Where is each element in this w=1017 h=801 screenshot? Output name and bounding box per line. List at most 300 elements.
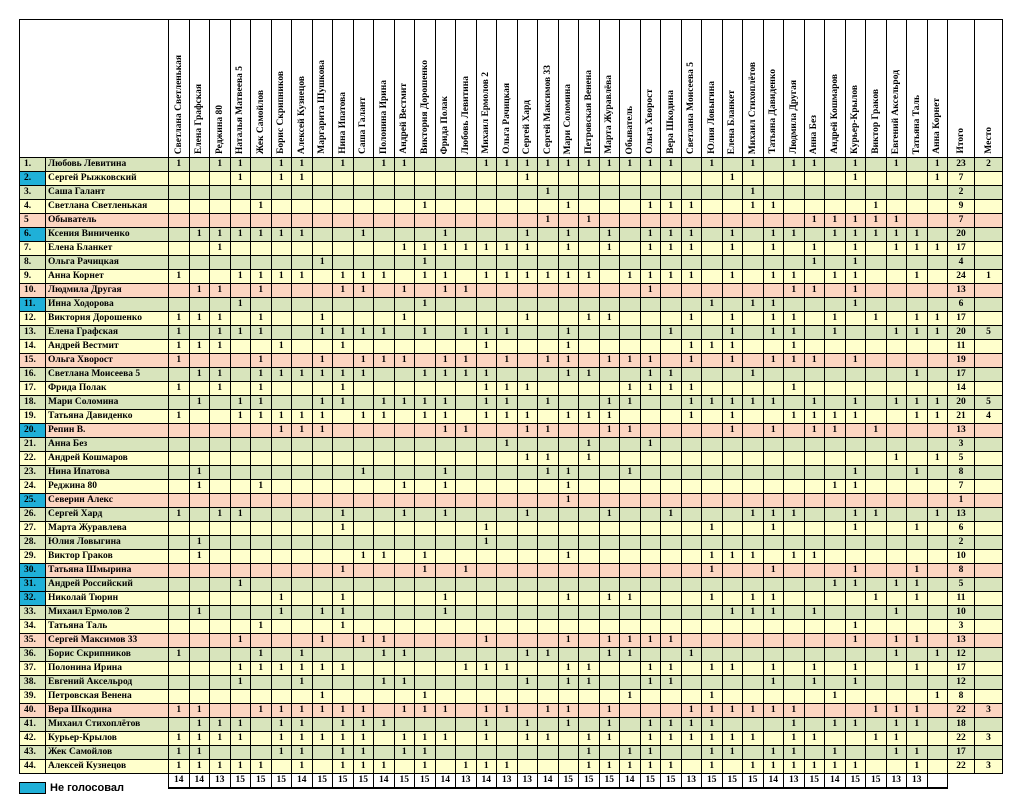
vote-cell — [886, 200, 907, 214]
vote-cell: 1 — [579, 214, 600, 228]
vote-cell — [722, 564, 743, 578]
vote-cell — [784, 564, 805, 578]
vote-cell — [722, 284, 743, 298]
vote-cell — [374, 494, 395, 508]
vote-cell — [497, 578, 518, 592]
candidate-row — [20, 620, 1003, 634]
vote-cell: 1 — [702, 704, 723, 718]
vote-cell — [456, 270, 477, 284]
vote-cell — [784, 494, 805, 508]
vote-cell — [169, 452, 190, 466]
row-place — [975, 690, 1003, 704]
vote-cell — [763, 578, 784, 592]
vote-cell — [907, 424, 928, 438]
vote-cell — [271, 382, 292, 396]
vote-cell — [394, 592, 415, 606]
row-total: 8 — [948, 564, 975, 578]
vote-cell: 1 — [681, 242, 702, 256]
vote-cell — [558, 382, 579, 396]
candidate-name: Нина Ипатова — [46, 466, 169, 480]
vote-cell — [312, 214, 333, 228]
row-place — [975, 284, 1003, 298]
vote-cell — [558, 298, 579, 312]
vote-cell: 1 — [169, 382, 190, 396]
vote-cell: 1 — [292, 648, 313, 662]
vote-cell — [907, 508, 928, 522]
vote-cell: 1 — [251, 326, 272, 340]
vote-cell — [210, 410, 231, 424]
candidate-row — [20, 270, 1003, 284]
voter-column-header — [661, 20, 682, 158]
vote-cell: 1 — [927, 648, 948, 662]
row-total: 8 — [948, 466, 975, 480]
row-number: 38. — [20, 676, 46, 690]
vote-cell — [661, 452, 682, 466]
vote-cell — [538, 620, 559, 634]
vote-cell: 1 — [640, 200, 661, 214]
vote-cell: 1 — [784, 718, 805, 732]
vote-cell — [538, 578, 559, 592]
vote-cell — [825, 634, 846, 648]
vote-cell: 1 — [189, 340, 210, 354]
vote-cell: 1 — [210, 228, 231, 242]
vote-cell — [251, 718, 272, 732]
vote-cell — [722, 368, 743, 382]
vote-cell: 1 — [640, 760, 661, 774]
vote-cell: 1 — [784, 312, 805, 326]
vote-cell — [189, 242, 210, 256]
row-place: 3 — [975, 760, 1003, 774]
vote-cell: 1 — [374, 760, 395, 774]
voter-column-header — [497, 20, 518, 158]
vote-cell: 1 — [599, 424, 620, 438]
vote-cell — [661, 298, 682, 312]
vote-cell: 1 — [784, 354, 805, 368]
vote-cell: 1 — [476, 270, 497, 284]
row-number: 22. — [20, 452, 46, 466]
vote-cell — [435, 690, 456, 704]
vote-cell — [743, 438, 764, 452]
vote-cell: 1 — [620, 690, 641, 704]
vote-cell: 1 — [886, 452, 907, 466]
candidate-row — [20, 508, 1003, 522]
vote-cell — [558, 172, 579, 186]
voter-column-header — [538, 20, 559, 158]
vote-cell — [845, 648, 866, 662]
vote-cell — [271, 522, 292, 536]
vote-cell: 1 — [743, 760, 764, 774]
vote-cell — [661, 466, 682, 480]
vote-cell — [845, 326, 866, 340]
candidate-name: Ольга Хворост — [46, 354, 169, 368]
vote-cell: 1 — [784, 410, 805, 424]
vote-cell — [456, 200, 477, 214]
vote-cell — [415, 634, 436, 648]
vote-cell — [230, 214, 251, 228]
vote-cell — [763, 648, 784, 662]
vote-cell — [189, 354, 210, 368]
vote-cell: 1 — [804, 662, 825, 676]
vote-cell — [497, 676, 518, 690]
vote-cell: 1 — [312, 704, 333, 718]
vote-cell: 1 — [476, 732, 497, 746]
vote-cell: 1 — [907, 326, 928, 340]
vote-cell — [271, 578, 292, 592]
vote-cell: 1 — [907, 578, 928, 592]
vote-cell — [476, 312, 497, 326]
row-total: 22 — [948, 760, 975, 774]
vote-cell — [804, 312, 825, 326]
vote-cell: 1 — [886, 704, 907, 718]
vote-cell — [579, 606, 600, 620]
vote-cell: 1 — [374, 410, 395, 424]
vote-cell — [189, 158, 210, 172]
vote-cell — [497, 424, 518, 438]
vote-cell — [538, 760, 559, 774]
vote-cell — [763, 284, 784, 298]
vote-cell — [210, 214, 231, 228]
vote-cell — [825, 662, 846, 676]
candidate-row — [20, 354, 1003, 368]
vote-cell: 1 — [907, 592, 928, 606]
vote-cell: 1 — [722, 732, 743, 746]
vote-cell — [907, 186, 928, 200]
vote-cell — [353, 298, 374, 312]
vote-cell — [271, 284, 292, 298]
vote-cell — [230, 564, 251, 578]
vote-cell — [722, 578, 743, 592]
vote-cell — [681, 480, 702, 494]
vote-cell — [866, 368, 887, 382]
vote-cell — [886, 382, 907, 396]
row-place — [975, 438, 1003, 452]
vote-cell: 1 — [825, 578, 846, 592]
vote-cell: 1 — [640, 732, 661, 746]
vote-cell — [169, 396, 190, 410]
vote-cell — [333, 186, 354, 200]
vote-cell — [661, 536, 682, 550]
vote-cell: 1 — [353, 466, 374, 480]
vote-cell — [476, 284, 497, 298]
row-number: 43. — [20, 746, 46, 760]
vote-cell: 1 — [866, 592, 887, 606]
vote-cell — [538, 522, 559, 536]
vote-cell — [702, 256, 723, 270]
vote-cell — [251, 186, 272, 200]
vote-cell: 1 — [886, 648, 907, 662]
vote-cell: 1 — [374, 648, 395, 662]
vote-cell — [763, 620, 784, 634]
vote-cell — [907, 452, 928, 466]
vote-cell — [230, 494, 251, 508]
vote-cell: 1 — [476, 634, 497, 648]
vote-cell — [374, 662, 395, 676]
vote-cell: 1 — [661, 760, 682, 774]
row-place — [975, 298, 1003, 312]
vote-cell: 1 — [230, 158, 251, 172]
vote-cell — [907, 172, 928, 186]
vote-cell — [210, 438, 231, 452]
vote-cell — [353, 200, 374, 214]
vote-cell — [415, 228, 436, 242]
voter-name: Нина Ипатова — [337, 92, 348, 154]
vote-cell — [681, 662, 702, 676]
vote-cell — [620, 522, 641, 536]
vote-cell: 1 — [702, 522, 723, 536]
vote-cell — [722, 690, 743, 704]
vote-cell — [353, 564, 374, 578]
vote-cell — [702, 480, 723, 494]
vote-cell: 1 — [517, 312, 538, 326]
vote-cell — [681, 606, 702, 620]
vote-cell: 1 — [927, 158, 948, 172]
vote-cell — [886, 676, 907, 690]
vote-cell: 1 — [230, 718, 251, 732]
vote-cell: 1 — [927, 452, 948, 466]
vote-cell: 1 — [230, 172, 251, 186]
vote-cell — [681, 284, 702, 298]
vote-cell — [681, 620, 702, 634]
vote-cell: 1 — [661, 508, 682, 522]
vote-cell: 1 — [866, 228, 887, 242]
vote-cell — [169, 242, 190, 256]
vote-cell — [907, 382, 928, 396]
vote-cell — [825, 508, 846, 522]
vote-cell: 1 — [435, 270, 456, 284]
vote-cell — [599, 522, 620, 536]
vote-cell — [271, 550, 292, 564]
vote-cell: 1 — [333, 326, 354, 340]
vote-cell: 1 — [353, 410, 374, 424]
vote-cell — [784, 200, 805, 214]
vote-cell — [251, 634, 272, 648]
vote-cell: 1 — [476, 760, 497, 774]
vote-cell — [804, 634, 825, 648]
vote-cell — [312, 676, 333, 690]
vote-cell: 1 — [517, 676, 538, 690]
vote-cell — [845, 200, 866, 214]
vote-cell — [866, 172, 887, 186]
voter-name: Курьер-Крылов — [850, 85, 861, 154]
vote-cell: 1 — [743, 396, 764, 410]
vote-cell — [394, 466, 415, 480]
vote-cell: 1 — [333, 522, 354, 536]
vote-cell — [415, 312, 436, 326]
row-number: 17. — [20, 382, 46, 396]
vote-cell: 1 — [292, 228, 313, 242]
vote-cell — [784, 676, 805, 690]
vote-cell: 1 — [681, 704, 702, 718]
vote-cell — [374, 466, 395, 480]
vote-cell — [271, 452, 292, 466]
vote-cell — [415, 620, 436, 634]
row-total: 14 — [948, 382, 975, 396]
vote-cell — [374, 186, 395, 200]
vote-cell: 1 — [845, 284, 866, 298]
vote-cell — [435, 158, 456, 172]
vote-cell: 1 — [435, 284, 456, 298]
vote-cell — [886, 354, 907, 368]
vote-cell — [702, 438, 723, 452]
vote-cell — [599, 494, 620, 508]
vote-cell: 1 — [681, 354, 702, 368]
vote-cell: 1 — [702, 662, 723, 676]
vote-cell — [374, 242, 395, 256]
vote-cell — [620, 228, 641, 242]
vote-cell — [866, 690, 887, 704]
candidate-row — [20, 410, 1003, 424]
vote-cell — [538, 312, 559, 326]
vote-cell — [476, 578, 497, 592]
vote-cell — [394, 368, 415, 382]
vote-cell — [456, 382, 477, 396]
vote-cell — [497, 606, 518, 620]
vote-cell — [374, 424, 395, 438]
candidate-name: Обыватель — [46, 214, 169, 228]
vote-cell — [312, 494, 333, 508]
vote-cell — [640, 396, 661, 410]
vote-cell — [579, 648, 600, 662]
candidate-row — [20, 732, 1003, 746]
vote-cell — [784, 648, 805, 662]
vote-cell — [661, 340, 682, 354]
vote-cell — [558, 760, 579, 774]
voter-column-header — [804, 20, 825, 158]
vote-cell — [825, 676, 846, 690]
total-column-header — [948, 20, 975, 158]
vote-cell: 1 — [517, 732, 538, 746]
vote-cell: 1 — [886, 158, 907, 172]
row-total: 17 — [948, 368, 975, 382]
vote-cell — [210, 354, 231, 368]
vote-cell: 1 — [312, 326, 333, 340]
candidate-name: Андрей Кошмаров — [46, 452, 169, 466]
vote-cell — [456, 746, 477, 760]
vote-cell — [271, 438, 292, 452]
vote-cell — [210, 172, 231, 186]
vote-cell: 1 — [661, 676, 682, 690]
vote-cell — [886, 690, 907, 704]
vote-cell: 1 — [886, 606, 907, 620]
place-column-header — [975, 20, 1003, 158]
vote-cell — [292, 326, 313, 340]
vote-cell — [620, 214, 641, 228]
vote-cell: 1 — [804, 606, 825, 620]
vote-cell — [886, 662, 907, 676]
vote-cell — [251, 466, 272, 480]
vote-cell — [374, 564, 395, 578]
vote-cell — [927, 354, 948, 368]
row-place — [975, 214, 1003, 228]
column-count: 14 — [825, 774, 846, 789]
vote-cell — [538, 508, 559, 522]
vote-cell: 1 — [169, 340, 190, 354]
vote-cell: 1 — [825, 214, 846, 228]
vote-cell — [620, 298, 641, 312]
vote-cell: 1 — [661, 228, 682, 242]
vote-cell — [886, 508, 907, 522]
vote-cell — [394, 214, 415, 228]
vote-cell: 1 — [804, 424, 825, 438]
vote-cell — [169, 466, 190, 480]
vote-cell — [415, 354, 436, 368]
vote-cell — [825, 536, 846, 550]
vote-cell: 1 — [497, 354, 518, 368]
vote-cell: 1 — [230, 634, 251, 648]
vote-cell — [353, 242, 374, 256]
vote-cell: 1 — [476, 382, 497, 396]
vote-cell: 1 — [763, 746, 784, 760]
candidate-row — [20, 340, 1003, 354]
voter-name: Михаил Ермолов 2 — [481, 72, 492, 154]
vote-cell — [866, 452, 887, 466]
column-count: 14 — [620, 774, 641, 789]
row-number: 3. — [20, 186, 46, 200]
vote-cell — [394, 718, 415, 732]
vote-cell — [189, 382, 210, 396]
vote-cell: 1 — [845, 354, 866, 368]
vote-cell: 1 — [415, 732, 436, 746]
vote-cell — [394, 564, 415, 578]
vote-cell — [333, 228, 354, 242]
voting-table — [19, 19, 1003, 789]
vote-cell — [722, 382, 743, 396]
row-total: 17 — [948, 662, 975, 676]
vote-cell — [189, 494, 210, 508]
vote-cell: 1 — [558, 368, 579, 382]
vote-cell — [784, 634, 805, 648]
vote-cell: 1 — [333, 340, 354, 354]
vote-cell: 1 — [722, 228, 743, 242]
vote-cell — [579, 186, 600, 200]
candidate-row — [20, 200, 1003, 214]
vote-cell — [599, 578, 620, 592]
vote-cell — [558, 452, 579, 466]
vote-cell: 1 — [497, 396, 518, 410]
vote-cell — [743, 648, 764, 662]
vote-cell — [702, 186, 723, 200]
vote-cell: 1 — [784, 284, 805, 298]
voter-name: Борис Скрипников — [276, 71, 287, 154]
column-count: 14 — [476, 774, 497, 789]
vote-cell — [907, 284, 928, 298]
vote-cell — [743, 228, 764, 242]
vote-cell: 1 — [825, 424, 846, 438]
vote-cell — [353, 256, 374, 270]
vote-cell — [538, 634, 559, 648]
vote-cell: 1 — [230, 662, 251, 676]
vote-cell: 1 — [271, 158, 292, 172]
vote-cell — [845, 536, 866, 550]
row-total: 5 — [948, 452, 975, 466]
vote-cell: 1 — [435, 480, 456, 494]
vote-cell: 1 — [292, 424, 313, 438]
vote-cell: 1 — [640, 158, 661, 172]
vote-cell: 1 — [825, 718, 846, 732]
vote-cell — [579, 396, 600, 410]
vote-cell — [804, 200, 825, 214]
vote-cell — [538, 256, 559, 270]
vote-cell — [394, 438, 415, 452]
row-place — [975, 368, 1003, 382]
vote-cell: 1 — [784, 732, 805, 746]
vote-cell: 1 — [927, 242, 948, 256]
vote-cell — [702, 410, 723, 424]
vote-cell: 1 — [640, 354, 661, 368]
vote-cell — [312, 620, 333, 634]
vote-cell: 1 — [558, 242, 579, 256]
vote-cell — [661, 312, 682, 326]
